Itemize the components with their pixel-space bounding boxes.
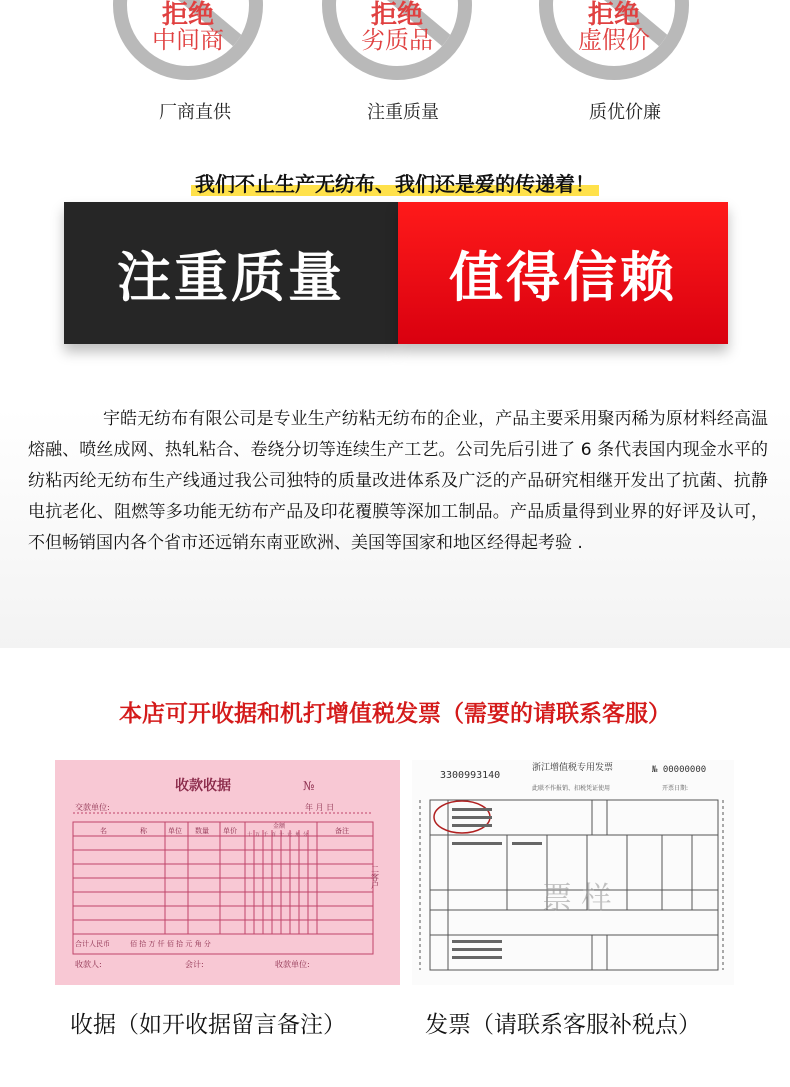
receipt-copy-label: 二客户 — [370, 865, 380, 889]
badge-big-text: 拒绝 — [370, 0, 423, 30]
badge-no-fake-price — [539, 0, 689, 80]
badge-small-text: 劣质品 — [361, 26, 433, 54]
receipt-form — [55, 760, 400, 985]
receipt-header-unit: 单位 — [168, 827, 182, 835]
badge-big-text: 拒绝 — [161, 0, 214, 30]
receipt-header-price: 单价 — [223, 827, 237, 835]
badge-caption-3: 质优价廉 — [589, 102, 661, 123]
receipt-header-amount: 金额 — [273, 823, 286, 830]
badge-big-text: 拒绝 — [587, 0, 640, 30]
receipt-no-label: № — [303, 779, 315, 793]
receipt-title: 收款收据 — [175, 778, 231, 794]
receipt-footer-payee: 收款人: — [75, 960, 102, 969]
vat-invoice-image — [412, 760, 734, 985]
badge-small-text: 虚假价 — [578, 26, 650, 54]
invoice-code: 3300993140 — [440, 770, 501, 781]
receipt-caption: 收据（如开收据留言备注） — [70, 1012, 346, 1038]
vat-invoice-form — [412, 760, 734, 985]
invoice-title: 浙江增值税专用发票 — [532, 763, 614, 773]
badge-caption-2: 注重质量 — [367, 102, 439, 123]
receipt-total-label: 合计人民币 — [75, 940, 110, 948]
intro-text: 宇皓无纺布有限公司是专业生产纺粘无纺布的企业，产品主要采用聚丙稀为原材料经高温熔融、喷丝成网、热轧粘合、卷绕分切等连续生产工艺。公司先后引进了 6 条代表国内现金水平的纺粘丙纶无纺布生产线通过我公司独特的质量改进体系及广泛的产品研究相继开发出了抗菌、抗静电抗老化、阻燃等多功能无纺布产品及印花覆膜等深加工制品。产品质量得到业界的好评及认可，不但畅销国内各个省市还远销东南亚欧洲、美国等国家和地区经得起考验 . — [28, 409, 768, 553]
receipt-header-qty: 数量 — [195, 827, 209, 835]
badge-no-middleman — [113, 0, 263, 80]
receipt-date-label: 年 月 日 — [305, 803, 335, 812]
invoice-subtitle: 此联不作报销、扣税凭证使用 — [532, 785, 611, 792]
invoice-caption: 发票（请联系客服补税点） — [425, 1012, 701, 1038]
receipt-footer-unit: 收款单位: — [275, 960, 310, 969]
receipt-header-name: 名 — [100, 827, 107, 835]
receipt-header-remark: 备注 — [335, 827, 349, 835]
company-intro — [0, 408, 790, 648]
receipt-total-units: 佰 拾 万 仟 佰 拾 元 角 分 — [130, 940, 211, 948]
badge-small-text: 中间商 — [152, 26, 224, 54]
receipt-payer-label: 交款单位: — [75, 803, 110, 812]
invoice-no: № 00000000 — [652, 765, 707, 775]
invoice-issue-date: 开票日期: — [662, 785, 689, 792]
invoice-section-title: 本店可开收据和机打增值税发票（需要的请联系客服） — [119, 701, 671, 727]
slogan — [0, 168, 790, 197]
receipt-header-name2: 称 — [140, 827, 147, 835]
badge-caption-1: 厂商直供 — [159, 102, 231, 123]
banner-quality: 注重质量 — [64, 202, 398, 344]
invoice-sample-stamp: 票 样 — [542, 881, 612, 916]
banner-trust: 值得信赖 — [398, 202, 728, 344]
badge-no-inferior — [322, 0, 472, 80]
receipt-image — [55, 760, 400, 985]
slogan-text: 我们不止生产无纺布、我们还是爱的传递着！ — [191, 172, 599, 196]
receipt-footer-accountant: 会计: — [185, 960, 204, 969]
receipt-amount-subheaders: 十万千百十元角分 — [247, 832, 312, 838]
